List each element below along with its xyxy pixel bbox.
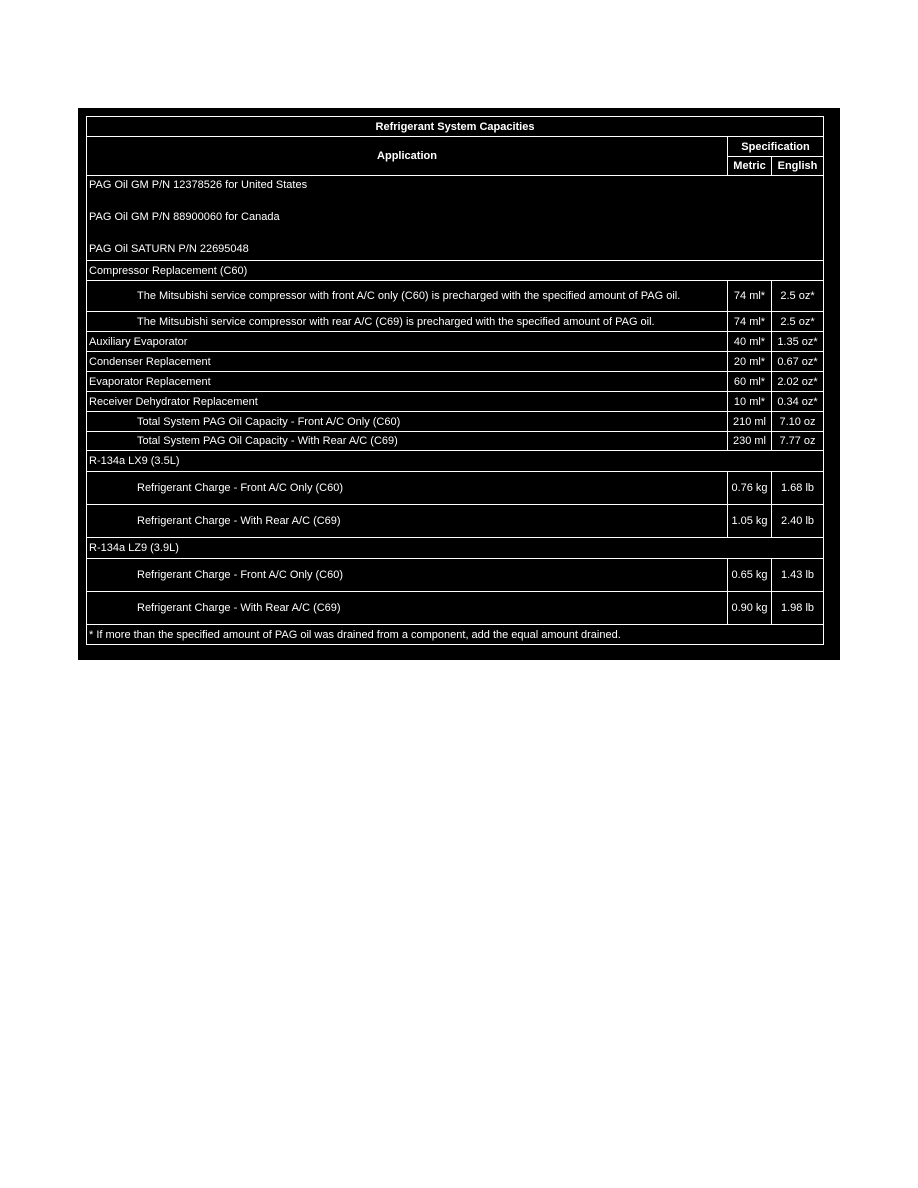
section-lx9: R-134a LX9 (3.5L) — [87, 451, 824, 472]
row-english: 1.98 lb — [772, 592, 824, 625]
table-row — [87, 592, 824, 625]
row-english: 2.5 oz* — [772, 281, 824, 312]
row-metric: 40 ml* — [728, 332, 772, 352]
row-english: 1.43 lb — [772, 559, 824, 592]
application-header: Application — [87, 137, 728, 176]
row-label: The Mitsubishi service compressor with rear A/C (C69) is precharged with the specified amount of PAG oil. — [87, 312, 728, 332]
row-english: 7.77 oz — [772, 432, 824, 451]
row-label: Evaporator Replacement — [87, 372, 728, 392]
table-row — [87, 332, 824, 352]
section-lz9: R-134a LZ9 (3.9L) — [87, 538, 824, 559]
table-title: Refrigerant System Capacities — [87, 117, 824, 137]
table-row — [87, 312, 824, 332]
table-row — [87, 372, 824, 392]
row-english: 0.67 oz* — [772, 352, 824, 372]
table-row — [87, 472, 824, 505]
row-english: 7.10 oz — [772, 412, 824, 432]
row-metric: 74 ml* — [728, 312, 772, 332]
row-english: 1.35 oz* — [772, 332, 824, 352]
row-english: 1.68 lb — [772, 472, 824, 505]
row-label: Refrigerant Charge - Front A/C Only (C60) — [87, 559, 728, 592]
row-label: Refrigerant Charge - With Rear A/C (C69) — [87, 592, 728, 625]
row-metric: 230 ml — [728, 432, 772, 451]
row-label: Refrigerant Charge - Front A/C Only (C60) — [87, 472, 728, 505]
capacities-table — [86, 116, 824, 645]
pag-oil-saturn: PAG Oil SATURN P/N 22695048 — [89, 243, 249, 255]
metric-header: Metric — [728, 157, 772, 176]
row-label: Auxiliary Evaporator — [87, 332, 728, 352]
row-metric: 20 ml* — [728, 352, 772, 372]
row-metric: 0.65 kg — [728, 559, 772, 592]
table-row — [87, 281, 824, 312]
row-label: Refrigerant Charge - With Rear A/C (C69) — [87, 505, 728, 538]
section-compressor: Compressor Replacement (C60) — [87, 261, 824, 281]
row-english: 2.02 oz* — [772, 372, 824, 392]
english-header: English — [772, 157, 824, 176]
row-metric: 1.05 kg — [728, 505, 772, 538]
row-metric: 74 ml* — [728, 281, 772, 312]
row-label: Total System PAG Oil Capacity - With Rear A/C (C69) — [87, 432, 728, 451]
row-english: 2.5 oz* — [772, 312, 824, 332]
pag-oil-us: PAG Oil GM P/N 12378526 for United States — [89, 179, 308, 191]
pag-oil-info — [87, 176, 824, 261]
table-row — [87, 412, 824, 432]
row-metric: 210 ml — [728, 412, 772, 432]
table-row — [87, 352, 824, 372]
row-label: Condenser Replacement — [87, 352, 728, 372]
row-label: The Mitsubishi service compressor with front A/C only (C60) is precharged with the specified amount of PAG oil. — [87, 281, 728, 312]
pag-oil-canada: PAG Oil GM P/N 88900060 for Canada — [89, 211, 280, 223]
row-english: 0.34 oz* — [772, 392, 824, 412]
row-metric: 0.76 kg — [728, 472, 772, 505]
capacities-panel — [78, 108, 840, 660]
table-row — [87, 559, 824, 592]
row-label: Receiver Dehydrator Replacement — [87, 392, 728, 412]
table-row — [87, 392, 824, 412]
footnote: * If more than the specified amount of PAG oil was drained from a component, add the equal amount drained. — [87, 625, 824, 645]
specification-header: Specification — [728, 137, 824, 157]
table-row — [87, 505, 824, 538]
row-metric: 10 ml* — [728, 392, 772, 412]
row-english: 2.40 lb — [772, 505, 824, 538]
row-metric: 0.90 kg — [728, 592, 772, 625]
table-row — [87, 432, 824, 451]
row-metric: 60 ml* — [728, 372, 772, 392]
row-label: Total System PAG Oil Capacity - Front A/C Only (C60) — [87, 412, 728, 432]
